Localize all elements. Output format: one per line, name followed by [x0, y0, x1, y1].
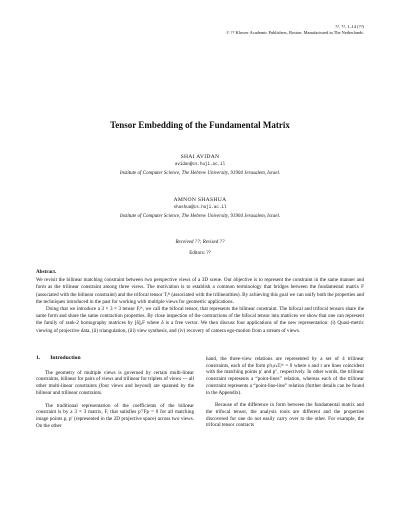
abstract-heading: Abstract.: [36, 269, 57, 275]
section-title: Introduction: [50, 355, 81, 361]
author-affiliation: Institute of Computer Science, The Hebrew University, 91904 Jerusalem, Israel.: [119, 214, 281, 219]
abstract-paragraph: Doing that we introduce a 3 × 3 × 3 tensor Fᵢʲᵏ, we call the bifocal tensor, that represents the bilinear constraint. The bifocal and trifocal tensors share the same form and share the same contraction properties. By close inspection of the contractions of the bifocal tensor into matrices we show that one can represent the family of rank-2 homography matrices by [δ]ₓF where δ is a free vector. We then discuss four applications of the new representation: (i) Quasi-metric viewing of projective data, (ii) triangulation, (iii) view synthesis, and (iv) recovery of camera ego-motion from a stream of views.: [36, 306, 364, 334]
author-name: SHAI AVIDAN: [180, 154, 220, 160]
body-paragraph: The geometry of multiple views is governed by certain multi-linear constraints, bilinear for pairs of views and trilinear for triplets of views — all other multi-linear constraints (four views and beyond) are spanned by the bilinear and trilinear constraints.: [36, 369, 194, 396]
copyright-line: © ?? Kluwer Academic Publishers, Boston. Manufactured in The Netherlands.: [226, 30, 364, 35]
body-paragraph: Because of the difference in form between the fundamental matrix and the trifocal tensor, the analysis tools are different and the properties discovered for one do not easily carry over to the other. For example, the trifocal tensor contracts: [206, 402, 364, 429]
section-number: 1.: [36, 355, 41, 361]
author-affiliation: Institute of Computer Science, The Hebrew University, 91904 Jerusalem, Israel.: [119, 171, 281, 176]
body-paragraph: The traditional representation of the coefficients of the bilinear constraint is by a 3 × 3 matrix, F, that satisfies p′ᵀFp = 0 for all matching image points p, p′ (represented in the 2D projective space) across two views. On the other: [36, 402, 194, 429]
editors-line: Editors: ??: [189, 251, 211, 256]
abstract: [36, 269, 364, 335]
section-heading: [36, 355, 194, 362]
right-column: [206, 356, 364, 435]
author-email: shashua@cs.huji.ac.il: [173, 206, 227, 210]
author-email: avidan@cs.huji.ac.il: [174, 163, 226, 167]
paper-title: Tensor Embedding of the Fundamental Matrix: [110, 120, 290, 130]
abstract-paragraph: We revisit the bilinear matching constraint between two perspective views of a 3D scene. Our objective is to represent the constraint in the same manner and form as the trilinear constraint among three views. The motivation is to establish a common terminology that bridges between the fundamental matrix F (associated with the bilinear constraint) and the trifocal tensor Tᵢʲᵏ (associated with the trilinearities). By achieving this goal we can unify both the properties and the techniques introduced in the past for working with multiple views for geometric applications.: [36, 277, 364, 305]
author-name: AMNON SHASHUA: [173, 197, 227, 203]
left-column: [36, 352, 194, 435]
body-paragraph: hand, the three-view relations are represented by a set of 4 trilinear constraints, each of the form pⁱsⱼrₖTᵢʲᵏ = 0 where s and r are lines coincident with the matching points p′ and p″, respectively. In other words, the trilinear constraint represents a “point-lines” relation, whereas each of the trilinear constraint represents a “point-line-line” relation (further details can be found in the Appendix).: [206, 356, 364, 396]
journal-volume-line: ??, ??, 1–14 (??): [335, 24, 364, 29]
journal-header: [226, 24, 364, 36]
received-dates: Received ??; Revised ??: [175, 240, 225, 245]
